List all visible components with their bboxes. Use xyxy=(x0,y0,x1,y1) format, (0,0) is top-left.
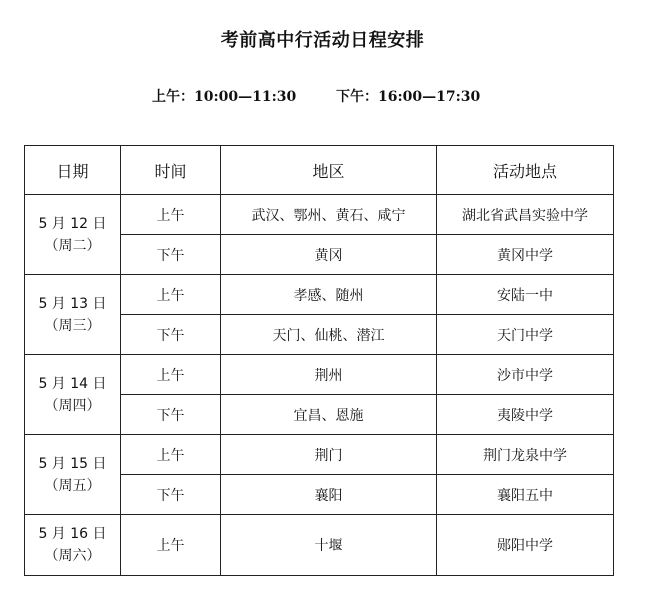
morning-time-value: 10:00—11:30 xyxy=(194,89,297,105)
time-cell: 下午 xyxy=(121,235,221,275)
afternoon-time-value: 16:00—17:30 xyxy=(378,89,481,105)
afternoon-label: 下午： xyxy=(336,89,378,105)
date-cell xyxy=(25,355,121,435)
venue-cell: 黄冈中学 xyxy=(437,235,614,275)
date-text: 5 月 15 日 xyxy=(38,455,107,472)
time-cell: 下午 xyxy=(121,475,221,515)
date-text: 5 月 14 日 xyxy=(38,375,107,392)
date-text: 5 月 12 日 xyxy=(38,215,107,232)
region-cell: 孝感、随州 xyxy=(221,275,437,315)
weekday-text: （周六） xyxy=(44,548,101,564)
venue-cell: 沙市中学 xyxy=(437,355,614,395)
weekday-text: （周二） xyxy=(44,237,101,254)
venue-cell: 襄阳五中 xyxy=(437,475,614,515)
time-cell: 下午 xyxy=(121,395,221,435)
date-text: 5 月 16 日 xyxy=(38,526,107,542)
date-cell xyxy=(25,195,121,275)
page-title: 考前高中行活动日程安排 xyxy=(220,30,425,51)
region-cell: 荆门 xyxy=(221,435,437,475)
time-cell: 上午 xyxy=(121,515,221,576)
date-text: 5 月 13 日 xyxy=(38,295,107,312)
schedule-table xyxy=(24,145,614,576)
time-cell: 下午 xyxy=(121,315,221,355)
weekday-text: （周五） xyxy=(44,477,101,494)
region-cell: 襄阳 xyxy=(221,475,437,515)
afternoon-time xyxy=(336,86,480,106)
venue-cell: 荆门龙泉中学 xyxy=(437,435,614,475)
time-cell: 上午 xyxy=(121,435,221,475)
morning-time xyxy=(152,86,296,106)
region-cell: 武汉、鄂州、黄石、咸宁 xyxy=(221,195,437,235)
date-cell xyxy=(25,275,121,355)
date-cell xyxy=(25,435,121,515)
time-cell: 上午 xyxy=(121,195,221,235)
venue-cell: 郧阳中学 xyxy=(437,515,614,576)
date-cell xyxy=(25,515,121,576)
time-cell: 上午 xyxy=(121,355,221,395)
region-cell: 荆州 xyxy=(221,355,437,395)
region-cell: 十堰 xyxy=(221,515,437,576)
morning-label: 上午： xyxy=(152,89,194,105)
time-cell: 上午 xyxy=(121,275,221,315)
region-cell: 宜昌、恩施 xyxy=(221,395,437,435)
header-date: 日期 xyxy=(25,146,121,195)
region-cell: 天门、仙桃、潜江 xyxy=(221,315,437,355)
region-cell: 黄冈 xyxy=(221,235,437,275)
venue-cell: 夷陵中学 xyxy=(437,395,614,435)
weekday-text: （周三） xyxy=(44,317,101,334)
table-row xyxy=(25,435,614,475)
venue-cell: 天门中学 xyxy=(437,315,614,355)
table-row xyxy=(25,195,614,235)
header-venue: 活动地点 xyxy=(437,146,614,195)
header-row xyxy=(25,146,614,195)
header-region: 地区 xyxy=(221,146,437,195)
header-time: 时间 xyxy=(121,146,221,195)
weekday-text: （周四） xyxy=(44,397,101,414)
venue-cell: 湖北省武昌实验中学 xyxy=(437,195,614,235)
venue-cell: 安陆一中 xyxy=(437,275,614,315)
table-row xyxy=(25,275,614,315)
table-row xyxy=(25,355,614,395)
table-row xyxy=(25,515,614,576)
